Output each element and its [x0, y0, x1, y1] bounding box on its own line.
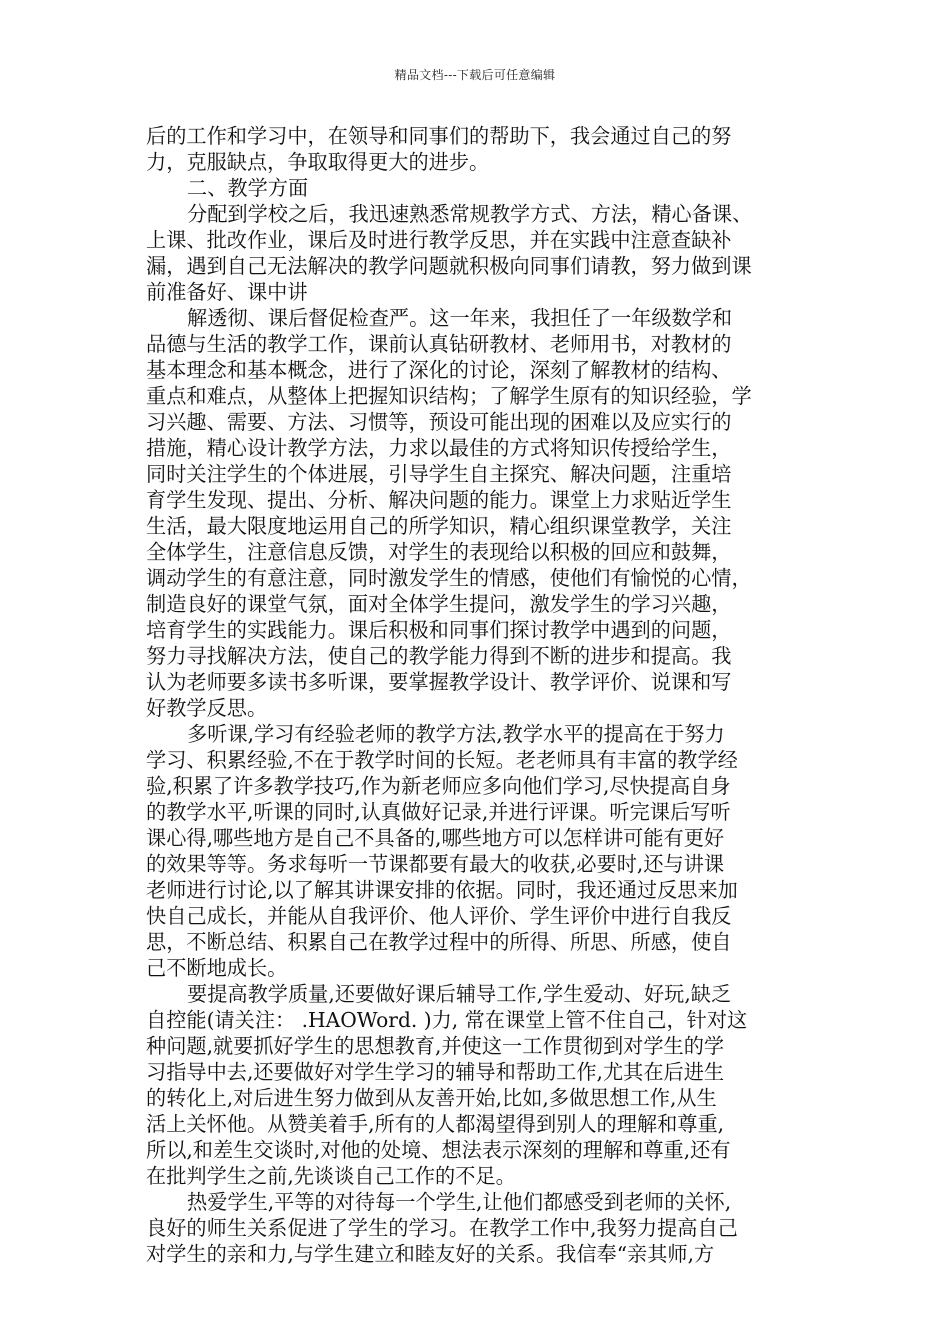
text-line: 的转化上,对后进生努力做到从友善开始,比如,多做思想工作,从生 [146, 1086, 717, 1110]
text-line: 快自己成长，并能从自我评价、他人评价、学生评价中进行自我反 [146, 904, 732, 928]
text-line: 基本理念和基本概念，进行了深化的讨论，深刻了解教材的结构、 [146, 358, 732, 382]
text-line: 力，克服缺点，争取取得更大的进步。 [146, 150, 490, 174]
text-line: 验,积累了许多教学技巧,作为新老师应多向他们学习,尽快提高自身 [146, 774, 731, 798]
text-line: 调动学生的有意注意，同时激发学生的情感，使他们有愉悦的心情， [146, 566, 752, 590]
text-line: 努力寻找解决方法，使自己的教学能力得到不断的进步和提高。我 [146, 644, 732, 668]
text-line: 热爱学生,平等的对待每一个学生,让他们都感受到老师的关怀, [187, 1190, 732, 1214]
text-line: 认为老师要多读书多听课，要掌握教学设计、教学评价、说课和写 [146, 670, 732, 694]
document-body [146, 123, 832, 1267]
text-line: 前准备好、课中讲 [146, 280, 308, 304]
text-line: 习兴趣、需要、方法、习惯等，预设可能出现的困难以及应实行的 [146, 410, 732, 434]
text-line: 己不断地成长。 [146, 956, 288, 980]
text-line: 所以,和差生交谈时,对他的处境、想法表示深刻的理解和尊重,还有 [146, 1138, 731, 1162]
text-line: 的效果等等。务求每听一节课都要有最大的收获,必要时,还与讲课 [146, 852, 725, 876]
text-line: 好教学反思。 [146, 696, 268, 720]
text-line: 制造良好的课堂气氛，面对全体学生提问，激发学生的学习兴趣， [146, 592, 732, 616]
text-line: 育学生发现、提出、分析、解决问题的能力。课堂上力求贴近学生 [146, 488, 732, 512]
text-line: 要提高教学质量,还要做好课后辅导工作,学生爱动、好玩,缺乏 [187, 982, 732, 1006]
text-line: 品德与生活的教学工作，课前认真钻研教材、老师用书，对教材的 [146, 332, 732, 356]
text-line: 习指导中去,还要做好对学生学习的辅导和帮助工作,尤其在后进生 [146, 1060, 725, 1084]
text-line: 思，不断总结、积累自己在教学过程中的所得、所思、所感，使自 [146, 930, 732, 954]
text-line: 生活，最大限度地运用自己的所学知识，精心组织课堂教学，关注 [146, 514, 732, 538]
text-line: 解透彻、课后督促检查严。这一年来，我担任了一年级数学和 [187, 306, 733, 330]
text-line: 良好的师生关系促进了学生的学习。在教学工作中,我努力提高自己 [146, 1216, 738, 1240]
text-line: 活上关怀他。从赞美着手,所有的人都渴望得到别人的理解和尊重, [146, 1112, 725, 1136]
text-line: 的教学水平,听课的同时,认真做好记录,并进行评课。听完课后写听 [146, 800, 731, 824]
text-line: 多听课,学习有经验老师的教学方法,教学水平的提高在于努力 [187, 722, 725, 746]
text-line: 后的工作和学习中，在领导和同事们的帮助下，我会通过自己的努 [146, 124, 732, 148]
text-line: 上课、批改作业，课后及时进行教学反思，并在实践中注意查缺补 [146, 228, 732, 252]
text-line: 老师进行讨论,以了解其讲课安排的依据。同时，我还通过反思来加 [146, 878, 738, 902]
text-line: 重点和难点，从整体上把握知识结构；了解学生原有的知识经验，学 [146, 384, 752, 408]
text-line: 自控能(请关注： .HAOWord. )力, 常在课堂上管不住自己，针对这 [146, 1008, 748, 1032]
text-line: 课心得,哪些地方是自己不具备的,哪些地方可以怎样讲可能有更好 [146, 826, 725, 850]
text-line: 学习、积累经验,不在于教学时间的长短。老老师具有丰富的教学经 [146, 748, 738, 772]
page-header: 精品文档---下载后可任意编辑 [394, 68, 556, 82]
text-line: 措施，精心设计教学方法，力求以最佳的方式将知识传授给学生， [146, 436, 732, 460]
text-line: 二、教学方面 [187, 176, 309, 200]
text-line: 种问题,就要抓好学生的思想教育,并使这一工作贯彻到对学生的学 [146, 1034, 725, 1058]
text-line: 分配到学校之后，我迅速熟悉常规教学方式、方法，精心备课、 [187, 202, 753, 226]
text-line: 在批判学生之前,先谈谈自己工作的不足。 [146, 1164, 516, 1188]
text-line: 全体学生，注意信息反馈，对学生的表现给以积极的回应和鼓舞， [146, 540, 732, 564]
text-line: 培育学生的实践能力。课后积极和同事们探讨教学中遇到的问题， [146, 618, 732, 642]
text-line: 同时关注学生的个体进展，引导学生自主探究、解决问题，注重培 [146, 462, 732, 486]
text-line: 对学生的亲和力,与学生建立和睦友好的关系。我信奉“亲其师,方 [146, 1242, 715, 1266]
text-line: 漏，遇到自己无法解决的教学问题就积极向同事们请教，努力做到课 [146, 254, 752, 278]
